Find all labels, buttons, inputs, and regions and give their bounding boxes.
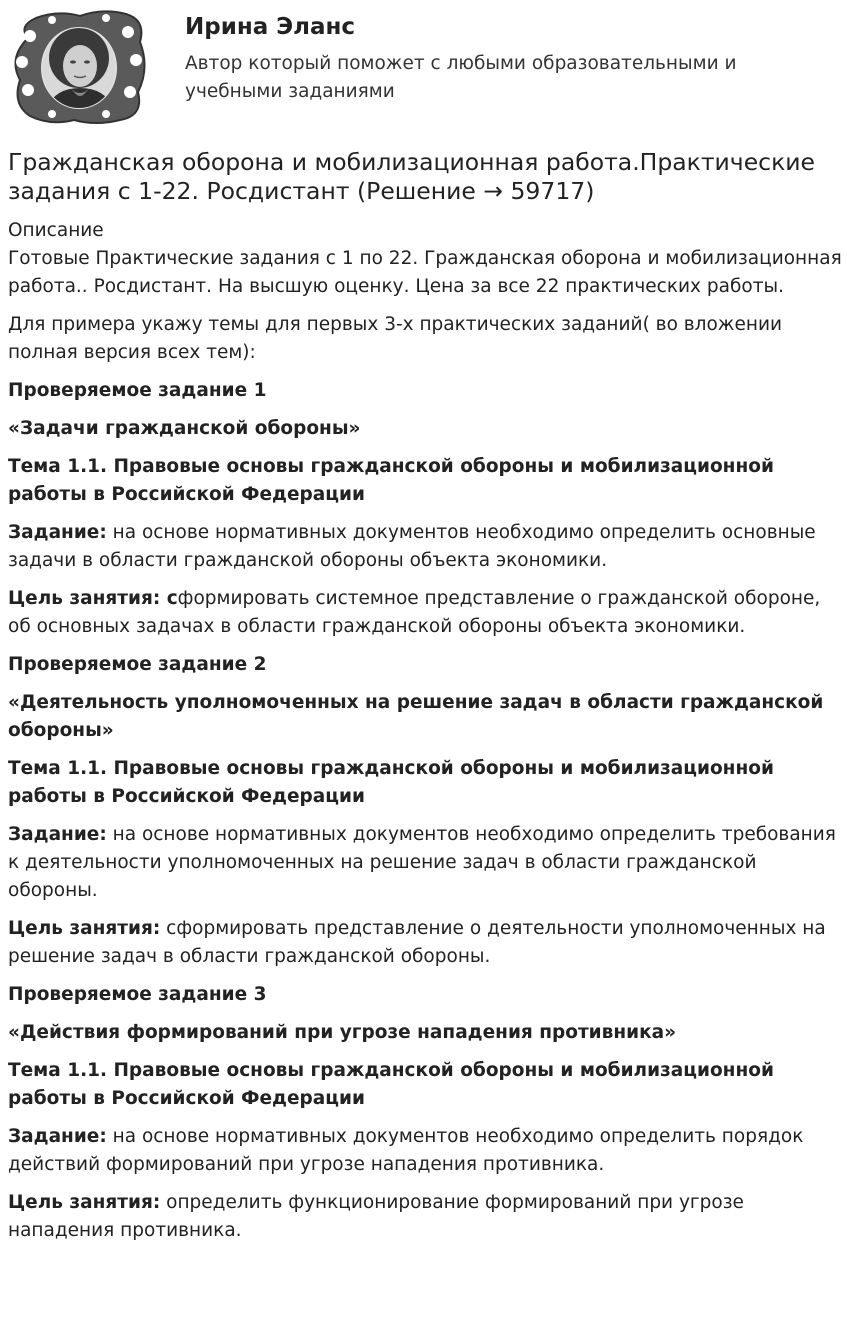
- task-heading: Проверяемое задание 3: [8, 984, 267, 1005]
- task-topic: Тема 1.1. Правовые основы гражданской обороны и мобилизационной работы в Российской Федерации: [8, 758, 774, 807]
- task-assignment: [8, 1123, 843, 1179]
- task-topic: Тема 1.1. Правовые основы гражданской обороны и мобилизационной работы в Российской Федерации: [8, 1060, 774, 1109]
- goal-text: определить функционирование формирований при угрозе нападения противника.: [8, 1192, 744, 1241]
- author-header: [0, 0, 847, 135]
- goal-label: Цель занятия:: [8, 918, 161, 939]
- task-label: Задание:: [8, 522, 107, 543]
- task-label: Задание:: [8, 824, 107, 845]
- page-title: Гражданская оборона и мобилизационная работа.Практические задания с 1-22. Росдистант (Решение → 59717): [8, 148, 815, 205]
- task-label: Задание:: [8, 1126, 107, 1147]
- task-heading: Проверяемое задание 2: [8, 654, 267, 675]
- task-goal: [8, 1189, 843, 1245]
- description-label: Описание: [8, 220, 104, 241]
- avatar-film-frame-image: [8, 8, 150, 126]
- goal-text: формировать системное представление о гражданской обороне, об основных задачах в области гражданской обороны объекта экономики.: [8, 588, 821, 637]
- task-goal: [8, 585, 843, 641]
- task-heading: Проверяемое задание 1: [8, 380, 267, 401]
- task-text: на основе нормативных документов необходимо определить порядок действий формирований при угрозе нападения противника.: [8, 1126, 804, 1175]
- task-name: «Деятельность уполномоченных на решение задач в области гражданской обороны»: [8, 692, 824, 741]
- task-topic: Тема 1.1. Правовые основы гражданской обороны и мобилизационной работы в Российской Федерации: [8, 456, 774, 505]
- goal-label: Цель занятия:: [8, 1192, 161, 1213]
- task-name: «Задачи гражданской обороны»: [8, 418, 361, 439]
- author-description: Автор который поможет с любыми образовательными и учебными заданиями: [185, 53, 737, 102]
- document-body: [8, 217, 843, 1255]
- author-name[interactable]: Ирина Эланс: [185, 14, 356, 40]
- task-text: на основе нормативных документов необходимо определить основные задачи в области гражданской обороны объекта экономики.: [8, 522, 816, 571]
- description-block: [8, 217, 843, 301]
- task-name: «Действия формирований при угрозе нападения противника»: [8, 1022, 677, 1043]
- task-assignment: [8, 519, 843, 575]
- task-assignment: [8, 821, 843, 905]
- author-avatar[interactable]: [8, 8, 150, 126]
- description-text: Готовые Практические задания с 1 по 22. Гражданская оборона и мобилизационная работа.. Росдистант. На высшую оценку. Цена за все 22 практических работы.: [8, 248, 842, 297]
- task-text: на основе нормативных документов необходимо определить требования к деятельности уполномоченных на решение задач в области гражданской обороны.: [8, 824, 836, 901]
- task-goal: [8, 915, 843, 971]
- goal-label: Цель занятия: с: [8, 588, 178, 609]
- goal-text: сформировать представление о деятельности уполномоченных на решение задач в области гражданской обороны.: [8, 918, 826, 967]
- intro-text: Для примера укажу темы для первых 3-х практических заданий( во вложении полная версия всех тем):: [8, 314, 783, 363]
